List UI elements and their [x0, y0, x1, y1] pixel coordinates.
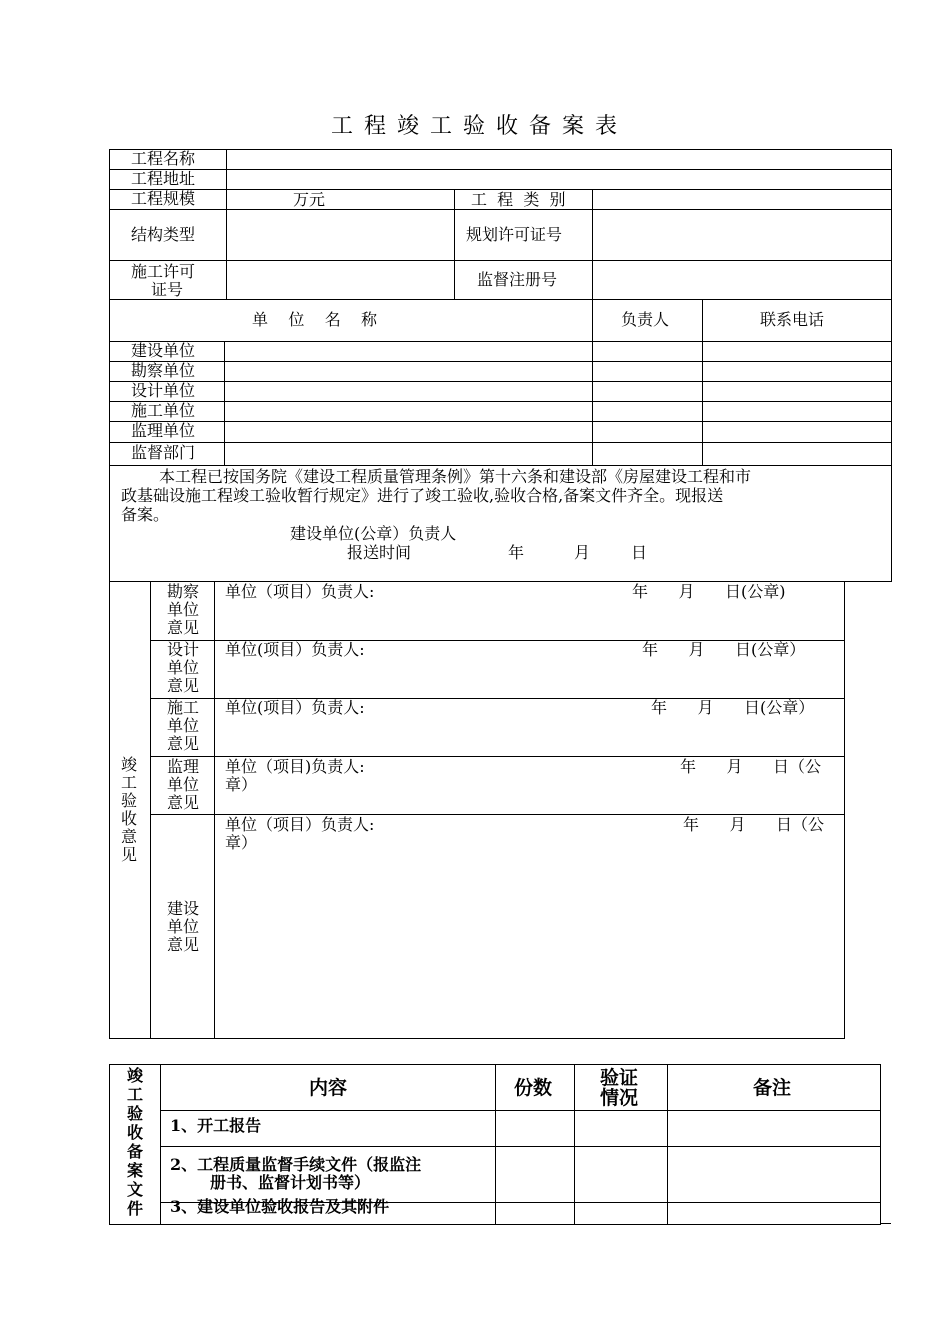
opinion-row-label: 建设单位意见 — [166, 899, 199, 954]
declaration-signer: 建设单位(公章）负责人 — [290, 524, 457, 543]
unit-row-label: 监督部门 — [131, 443, 196, 462]
opinions-side-label: 竣工验收意见 — [120, 755, 137, 864]
header-content: 内容 — [309, 1077, 348, 1099]
label-construction-permit-2: 证号 — [151, 280, 184, 299]
file-item: 1、开工报告 — [170, 1116, 262, 1135]
opinion-row-person: 单位（项目)负责人: — [225, 757, 365, 776]
label-supervision-reg: 监督注册号 — [477, 270, 558, 289]
label-project-scale: 工程规模 — [131, 189, 196, 208]
unit-row-label: 勘察单位 — [131, 361, 196, 380]
unit-row-label: 设计单位 — [131, 381, 196, 400]
opinion-row-date: 年 月 日(公章） — [651, 698, 815, 717]
opinion-row-date: 年 月 日(公章） — [642, 640, 806, 659]
header-verify: 验证 — [600, 1067, 639, 1089]
opinion-row-date: 年 月 日(公章) — [632, 582, 786, 601]
opinion-row-date: 年 月 日（公 — [680, 757, 822, 776]
page-title: 工 程 竣 工 验 收 备 案 表 — [331, 114, 619, 139]
file-item-cont: 册书、监督计划书等） — [210, 1173, 371, 1192]
header-copies: 份数 — [514, 1077, 553, 1099]
opinion-row-label: 设计单位意见 — [166, 640, 199, 695]
files-side-label: 竣工验收备案文件 — [126, 1066, 143, 1218]
declaration-month: 月 — [574, 543, 591, 562]
unit-row-label: 监理单位 — [131, 421, 196, 440]
declaration-line-1: 本工程已按国务院《建设工程质量管理条例》第十六条和建设部《房屋建设工程和市 — [159, 467, 752, 486]
file-item: 3、建设单位验收报告及其附件 — [170, 1197, 390, 1216]
label-construction-permit: 施工许可 — [131, 262, 196, 281]
label-project-address: 工程地址 — [131, 169, 196, 188]
opinion-row-date: 年 月 日（公 — [683, 815, 825, 834]
opinion-row-person: 单位（项目）负责人: — [225, 582, 375, 601]
scale-unit: 万元 — [293, 190, 326, 209]
opinion-row-label: 勘察单位意见 — [166, 582, 199, 637]
label-project-category: 工 程 类 别 — [471, 190, 566, 209]
header-remark: 备注 — [753, 1077, 792, 1099]
header-contact-phone: 联系电话 — [760, 310, 825, 329]
declaration-year: 年 — [508, 543, 525, 562]
header-unit-name: 单 位 名 称 — [252, 310, 378, 329]
opinion-row-person: 单位(项目）负责人: — [225, 640, 365, 659]
unit-row-label: 施工单位 — [131, 401, 196, 420]
label-project-name: 工程名称 — [131, 149, 196, 168]
label-planning-permit: 规划许可证号 — [466, 225, 563, 244]
opinion-row-person: 单位(项目）负责人: — [225, 698, 365, 717]
header-responsible-person: 负责人 — [621, 310, 670, 329]
declaration-line-3: 备案。 — [121, 505, 170, 524]
declaration-submit-time: 报送时间 — [347, 543, 412, 562]
header-verify-2: 情况 — [600, 1087, 639, 1109]
opinion-row-label: 施工单位意见 — [166, 698, 199, 753]
label-structure-type: 结构类型 — [131, 225, 196, 244]
file-item: 2、工程质量监督手续文件（报监注 — [170, 1155, 422, 1174]
declaration-line-2: 政基础设施工程竣工验收暂行规定》进行了竣工验收,验收合格,备案文件齐全。现报送 — [121, 486, 724, 505]
declaration-day: 日 — [631, 543, 648, 562]
opinion-row-date-cont: 章） — [225, 775, 258, 794]
opinion-row-person: 单位（项目）负责人: — [225, 815, 375, 834]
opinion-row-label: 监理单位意见 — [166, 757, 199, 812]
unit-row-label: 建设单位 — [131, 341, 196, 360]
opinion-row-date-cont: 章） — [225, 833, 258, 852]
